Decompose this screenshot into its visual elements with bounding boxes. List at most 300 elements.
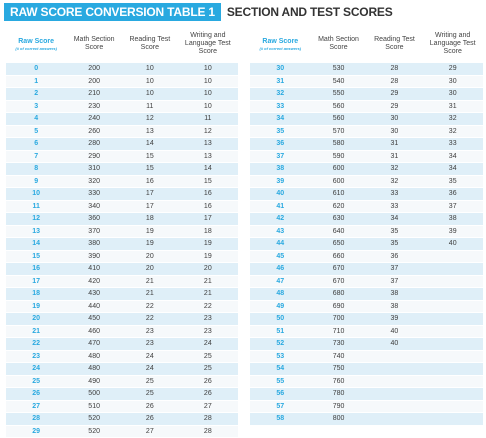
writing-score-cell: 26 bbox=[178, 375, 238, 388]
table-row bbox=[6, 313, 238, 326]
raw-score-cell: 19 bbox=[6, 300, 66, 313]
raw-score-cell: 12 bbox=[6, 213, 66, 226]
math-score-cell: 710 bbox=[311, 325, 367, 338]
table-row bbox=[250, 75, 483, 88]
writing-score-cell: 34 bbox=[422, 163, 483, 176]
reading-score-cell: 29 bbox=[366, 100, 422, 113]
math-score-cell: 730 bbox=[311, 338, 367, 351]
raw-score-header: Raw Score (# of correct answers) bbox=[250, 25, 311, 63]
reading-score-cell: 20 bbox=[122, 250, 178, 263]
writing-score-cell: 34 bbox=[422, 150, 483, 163]
raw-score-cell: 20 bbox=[6, 313, 66, 326]
raw-score-cell: 39 bbox=[250, 175, 311, 188]
raw-score-cell: 41 bbox=[250, 200, 311, 213]
reading-score-cell bbox=[366, 350, 422, 363]
raw-score-cell: 36 bbox=[250, 138, 311, 151]
table-row bbox=[250, 138, 483, 151]
writing-score-cell: 16 bbox=[178, 200, 238, 213]
raw-score-cell: 0 bbox=[6, 63, 66, 75]
math-score-cell: 290 bbox=[66, 150, 122, 163]
math-score-cell: 750 bbox=[311, 363, 367, 376]
table-row bbox=[6, 325, 238, 338]
reading-score-cell: 30 bbox=[366, 125, 422, 138]
writing-score-cell: 32 bbox=[422, 125, 483, 138]
table-row bbox=[6, 88, 238, 101]
writing-score-cell bbox=[422, 300, 483, 313]
writing-score-cell: 26 bbox=[178, 388, 238, 401]
writing-score-cell: 16 bbox=[178, 188, 238, 201]
raw-score-cell: 8 bbox=[6, 163, 66, 176]
raw-score-cell: 57 bbox=[250, 400, 311, 413]
raw-score-cell: 46 bbox=[250, 263, 311, 276]
raw-score-cell: 34 bbox=[250, 113, 311, 126]
reading-score-cell: 24 bbox=[122, 350, 178, 363]
reading-score-cell: 34 bbox=[366, 213, 422, 226]
math-score-cell: 570 bbox=[311, 125, 367, 138]
raw-score-cell: 43 bbox=[250, 225, 311, 238]
reading-score-cell: 27 bbox=[122, 425, 178, 438]
table-row bbox=[250, 150, 483, 163]
writing-score-cell: 35 bbox=[422, 175, 483, 188]
reading-score-cell: 11 bbox=[122, 100, 178, 113]
raw-score-cell: 33 bbox=[250, 100, 311, 113]
raw-score-cell: 49 bbox=[250, 300, 311, 313]
raw-score-cell: 1 bbox=[6, 75, 66, 88]
writing-score-cell: 39 bbox=[422, 225, 483, 238]
math-score-cell: 390 bbox=[66, 250, 122, 263]
writing-score-cell: 15 bbox=[178, 175, 238, 188]
raw-score-cell: 22 bbox=[6, 338, 66, 351]
math-score-cell: 200 bbox=[66, 75, 122, 88]
raw-score-cell: 44 bbox=[250, 238, 311, 251]
reading-score-cell: 12 bbox=[122, 113, 178, 126]
table-row bbox=[250, 300, 483, 313]
writing-score-cell: 19 bbox=[178, 238, 238, 251]
math-score-cell: 510 bbox=[66, 400, 122, 413]
reading-score-cell: 38 bbox=[366, 300, 422, 313]
conversion-table-right bbox=[250, 25, 483, 426]
reading-score-cell: 15 bbox=[122, 163, 178, 176]
table-row bbox=[6, 425, 238, 438]
raw-score-cell: 54 bbox=[250, 363, 311, 376]
raw-score-cell: 4 bbox=[6, 113, 66, 126]
raw-score-note: (# of correct answers) bbox=[259, 45, 302, 51]
writing-score-cell: 10 bbox=[178, 63, 238, 75]
writing-score-cell: 36 bbox=[422, 188, 483, 201]
writing-score-cell: 13 bbox=[178, 138, 238, 151]
raw-score-cell: 11 bbox=[6, 200, 66, 213]
table-row bbox=[6, 163, 238, 176]
reading-score-cell: 28 bbox=[366, 63, 422, 75]
table-row bbox=[6, 75, 238, 88]
conversion-table-left bbox=[6, 25, 238, 438]
table-row bbox=[250, 288, 483, 301]
reading-score-cell: 36 bbox=[366, 250, 422, 263]
math-score-cell: 610 bbox=[311, 188, 367, 201]
raw-score-cell: 26 bbox=[6, 388, 66, 401]
math-score-cell: 670 bbox=[311, 275, 367, 288]
math-score-cell: 650 bbox=[311, 238, 367, 251]
writing-score-cell bbox=[422, 338, 483, 351]
table-row bbox=[6, 150, 238, 163]
reading-score-cell: 13 bbox=[122, 125, 178, 138]
writing-score-cell: 21 bbox=[178, 288, 238, 301]
table-row bbox=[250, 250, 483, 263]
math-score-cell: 480 bbox=[66, 350, 122, 363]
writing-score-cell: 23 bbox=[178, 325, 238, 338]
reading-score-header: Reading Test Score bbox=[129, 36, 171, 51]
table-row bbox=[250, 388, 483, 401]
reading-score-cell: 32 bbox=[366, 175, 422, 188]
reading-score-cell: 15 bbox=[122, 150, 178, 163]
table-row bbox=[250, 325, 483, 338]
writing-score-cell bbox=[422, 313, 483, 326]
table-row bbox=[250, 338, 483, 351]
reading-score-cell: 30 bbox=[366, 113, 422, 126]
reading-score-cell bbox=[366, 375, 422, 388]
raw-score-cell: 14 bbox=[6, 238, 66, 251]
math-score-cell: 440 bbox=[66, 300, 122, 313]
math-score-cell: 580 bbox=[311, 138, 367, 151]
math-score-cell: 380 bbox=[66, 238, 122, 251]
raw-score-cell: 31 bbox=[250, 75, 311, 88]
math-score-cell: 800 bbox=[311, 413, 367, 426]
raw-score-cell: 48 bbox=[250, 288, 311, 301]
raw-score-cell: 53 bbox=[250, 350, 311, 363]
writing-score-header: Writing and Language Test Score bbox=[184, 32, 231, 55]
table-row bbox=[6, 63, 238, 75]
raw-score-cell: 45 bbox=[250, 250, 311, 263]
reading-score-cell: 31 bbox=[366, 150, 422, 163]
reading-score-cell: 17 bbox=[122, 188, 178, 201]
table-row bbox=[250, 350, 483, 363]
math-score-cell: 690 bbox=[311, 300, 367, 313]
raw-score-cell: 28 bbox=[6, 413, 66, 426]
reading-score-cell: 26 bbox=[122, 413, 178, 426]
table-row bbox=[6, 375, 238, 388]
writing-score-cell: 33 bbox=[422, 138, 483, 151]
math-score-header: Math Section Score bbox=[318, 36, 359, 51]
table-row bbox=[6, 363, 238, 376]
reading-score-cell: 29 bbox=[366, 88, 422, 101]
raw-score-cell: 29 bbox=[6, 425, 66, 438]
table-row bbox=[250, 113, 483, 126]
table-row bbox=[250, 200, 483, 213]
math-score-cell: 470 bbox=[66, 338, 122, 351]
writing-score-cell: 27 bbox=[178, 400, 238, 413]
table-row bbox=[6, 338, 238, 351]
reading-score-cell: 33 bbox=[366, 188, 422, 201]
reading-score-cell: 40 bbox=[366, 338, 422, 351]
writing-score-cell bbox=[422, 350, 483, 363]
math-score-cell: 600 bbox=[311, 163, 367, 176]
math-score-cell: 620 bbox=[311, 200, 367, 213]
reading-score-cell: 39 bbox=[366, 313, 422, 326]
reading-score-cell: 35 bbox=[366, 225, 422, 238]
reading-score-cell bbox=[366, 400, 422, 413]
table-row bbox=[6, 300, 238, 313]
reading-score-cell: 19 bbox=[122, 225, 178, 238]
raw-score-cell: 25 bbox=[6, 375, 66, 388]
table-body-left bbox=[6, 63, 238, 438]
writing-score-cell: 19 bbox=[178, 250, 238, 263]
raw-score-note: (# of correct answers) bbox=[15, 45, 57, 51]
raw-score-cell: 18 bbox=[6, 288, 66, 301]
writing-score-cell: 20 bbox=[178, 263, 238, 276]
math-score-cell: 430 bbox=[66, 288, 122, 301]
math-score-cell: 560 bbox=[311, 100, 367, 113]
raw-score-cell: 5 bbox=[6, 125, 66, 138]
writing-score-cell: 10 bbox=[178, 88, 238, 101]
reading-score-cell bbox=[366, 388, 422, 401]
reading-score-cell: 25 bbox=[122, 375, 178, 388]
table-row bbox=[6, 238, 238, 251]
math-score-cell: 520 bbox=[66, 413, 122, 426]
writing-score-cell bbox=[422, 288, 483, 301]
table-row bbox=[250, 375, 483, 388]
math-score-cell: 330 bbox=[66, 188, 122, 201]
raw-score-cell: 24 bbox=[6, 363, 66, 376]
writing-score-cell: 40 bbox=[422, 238, 483, 251]
table-row bbox=[6, 350, 238, 363]
reading-score-cell: 10 bbox=[122, 75, 178, 88]
writing-score-cell bbox=[422, 400, 483, 413]
math-score-cell: 420 bbox=[66, 275, 122, 288]
reading-score-cell bbox=[366, 363, 422, 376]
math-score-cell: 630 bbox=[311, 213, 367, 226]
reading-score-cell: 21 bbox=[122, 288, 178, 301]
writing-score-cell: 14 bbox=[178, 163, 238, 176]
table-row bbox=[6, 200, 238, 213]
table-row bbox=[250, 163, 483, 176]
math-score-cell: 590 bbox=[311, 150, 367, 163]
writing-score-cell bbox=[422, 263, 483, 276]
math-score-cell: 490 bbox=[66, 375, 122, 388]
table-row bbox=[250, 88, 483, 101]
raw-score-cell: 50 bbox=[250, 313, 311, 326]
writing-score-cell: 37 bbox=[422, 200, 483, 213]
reading-score-cell: 28 bbox=[366, 75, 422, 88]
math-score-cell: 260 bbox=[66, 125, 122, 138]
math-score-cell: 500 bbox=[66, 388, 122, 401]
writing-score-cell: 22 bbox=[178, 300, 238, 313]
raw-score-cell: 6 bbox=[6, 138, 66, 151]
writing-score-cell: 24 bbox=[178, 338, 238, 351]
math-score-cell: 680 bbox=[311, 288, 367, 301]
writing-score-header: Writing and Language Test Score bbox=[429, 32, 476, 55]
math-score-cell: 640 bbox=[311, 225, 367, 238]
table-body-right bbox=[250, 63, 483, 425]
writing-score-cell: 17 bbox=[178, 213, 238, 226]
reading-score-cell: 16 bbox=[122, 175, 178, 188]
raw-score-cell: 13 bbox=[6, 225, 66, 238]
math-score-cell: 760 bbox=[311, 375, 367, 388]
table-row bbox=[250, 313, 483, 326]
table-row bbox=[6, 225, 238, 238]
raw-score-cell: 42 bbox=[250, 213, 311, 226]
math-score-cell: 670 bbox=[311, 263, 367, 276]
raw-score-cell: 30 bbox=[250, 63, 311, 75]
raw-score-cell: 38 bbox=[250, 163, 311, 176]
math-score-cell: 230 bbox=[66, 100, 122, 113]
math-score-cell: 660 bbox=[311, 250, 367, 263]
reading-score-cell: 10 bbox=[122, 63, 178, 75]
raw-score-cell: 56 bbox=[250, 388, 311, 401]
math-score-cell: 790 bbox=[311, 400, 367, 413]
table-row bbox=[6, 263, 238, 276]
table-row bbox=[6, 250, 238, 263]
writing-score-cell: 38 bbox=[422, 213, 483, 226]
raw-score-cell: 55 bbox=[250, 375, 311, 388]
writing-score-cell: 30 bbox=[422, 88, 483, 101]
math-score-cell: 370 bbox=[66, 225, 122, 238]
table-row bbox=[6, 388, 238, 401]
reading-score-cell: 18 bbox=[122, 213, 178, 226]
reading-score-cell: 23 bbox=[122, 338, 178, 351]
math-score-cell: 200 bbox=[66, 63, 122, 75]
reading-score-cell: 38 bbox=[366, 288, 422, 301]
writing-score-cell: 28 bbox=[178, 413, 238, 426]
writing-score-cell: 13 bbox=[178, 150, 238, 163]
table-title: RAW SCORE CONVERSION TABLE 1 bbox=[4, 3, 221, 21]
math-score-cell: 530 bbox=[311, 63, 367, 75]
reading-score-cell: 37 bbox=[366, 275, 422, 288]
writing-score-cell: 25 bbox=[178, 363, 238, 376]
math-score-cell: 480 bbox=[66, 363, 122, 376]
math-score-cell: 320 bbox=[66, 175, 122, 188]
writing-score-cell bbox=[422, 375, 483, 388]
reading-score-cell: 32 bbox=[366, 163, 422, 176]
raw-score-cell: 27 bbox=[6, 400, 66, 413]
raw-score-cell: 23 bbox=[6, 350, 66, 363]
reading-score-cell: 10 bbox=[122, 88, 178, 101]
raw-score-cell: 58 bbox=[250, 413, 311, 426]
math-score-cell: 210 bbox=[66, 88, 122, 101]
math-score-cell: 540 bbox=[311, 75, 367, 88]
math-score-header: Math Section Score bbox=[73, 36, 115, 51]
table-row bbox=[250, 188, 483, 201]
math-score-cell: 700 bbox=[311, 313, 367, 326]
writing-score-cell: 23 bbox=[178, 313, 238, 326]
writing-score-cell bbox=[422, 388, 483, 401]
math-score-cell: 600 bbox=[311, 175, 367, 188]
raw-score-cell: 16 bbox=[6, 263, 66, 276]
math-score-cell: 780 bbox=[311, 388, 367, 401]
writing-score-cell: 12 bbox=[178, 125, 238, 138]
title-row bbox=[4, 3, 393, 21]
reading-score-cell: 25 bbox=[122, 388, 178, 401]
table-header-row bbox=[250, 25, 483, 63]
reading-score-cell: 21 bbox=[122, 275, 178, 288]
table-row bbox=[250, 400, 483, 413]
math-score-cell: 550 bbox=[311, 88, 367, 101]
reading-score-cell: 35 bbox=[366, 238, 422, 251]
math-score-cell: 240 bbox=[66, 113, 122, 126]
raw-score-cell: 37 bbox=[250, 150, 311, 163]
reading-score-cell: 37 bbox=[366, 263, 422, 276]
writing-score-cell: 30 bbox=[422, 75, 483, 88]
reading-score-cell: 24 bbox=[122, 363, 178, 376]
table-row bbox=[250, 100, 483, 113]
table-row bbox=[250, 225, 483, 238]
writing-score-cell: 31 bbox=[422, 100, 483, 113]
table-row bbox=[250, 238, 483, 251]
math-score-cell: 280 bbox=[66, 138, 122, 151]
reading-score-cell: 14 bbox=[122, 138, 178, 151]
writing-score-cell: 28 bbox=[178, 425, 238, 438]
table-subtitle: SECTION AND TEST SCORES bbox=[226, 5, 393, 19]
raw-score-cell: 52 bbox=[250, 338, 311, 351]
math-score-cell: 410 bbox=[66, 263, 122, 276]
reading-score-cell: 22 bbox=[122, 300, 178, 313]
table-row bbox=[6, 188, 238, 201]
math-score-cell: 360 bbox=[66, 213, 122, 226]
math-score-cell: 460 bbox=[66, 325, 122, 338]
table-row bbox=[250, 363, 483, 376]
math-score-cell: 310 bbox=[66, 163, 122, 176]
table-row bbox=[250, 125, 483, 138]
raw-score-cell: 3 bbox=[6, 100, 66, 113]
raw-score-cell: 21 bbox=[6, 325, 66, 338]
table-row bbox=[6, 275, 238, 288]
table-row bbox=[6, 138, 238, 151]
math-score-cell: 740 bbox=[311, 350, 367, 363]
table-row bbox=[250, 63, 483, 75]
table-row bbox=[250, 213, 483, 226]
math-score-cell: 520 bbox=[66, 425, 122, 438]
raw-score-cell: 10 bbox=[6, 188, 66, 201]
table-row bbox=[6, 213, 238, 226]
reading-score-cell: 22 bbox=[122, 313, 178, 326]
table-row bbox=[6, 113, 238, 126]
writing-score-cell: 32 bbox=[422, 113, 483, 126]
raw-score-cell: 32 bbox=[250, 88, 311, 101]
math-score-cell: 450 bbox=[66, 313, 122, 326]
writing-score-cell: 29 bbox=[422, 63, 483, 75]
raw-score-cell: 2 bbox=[6, 88, 66, 101]
raw-score-cell: 40 bbox=[250, 188, 311, 201]
reading-score-cell: 40 bbox=[366, 325, 422, 338]
writing-score-cell bbox=[422, 325, 483, 338]
reading-score-cell: 20 bbox=[122, 263, 178, 276]
raw-score-cell: 17 bbox=[6, 275, 66, 288]
math-score-cell: 560 bbox=[311, 113, 367, 126]
writing-score-cell: 21 bbox=[178, 275, 238, 288]
writing-score-cell: 10 bbox=[178, 75, 238, 88]
math-score-cell: 340 bbox=[66, 200, 122, 213]
raw-score-cell: 7 bbox=[6, 150, 66, 163]
raw-score-cell: 15 bbox=[6, 250, 66, 263]
raw-score-cell: 51 bbox=[250, 325, 311, 338]
table-row bbox=[6, 288, 238, 301]
reading-score-cell: 33 bbox=[366, 200, 422, 213]
raw-score-cell: 9 bbox=[6, 175, 66, 188]
writing-score-cell bbox=[422, 275, 483, 288]
writing-score-cell: 11 bbox=[178, 113, 238, 126]
reading-score-cell: 31 bbox=[366, 138, 422, 151]
raw-score-cell: 35 bbox=[250, 125, 311, 138]
reading-score-header: Reading Test Score bbox=[374, 36, 415, 51]
table-row bbox=[250, 175, 483, 188]
table-row bbox=[6, 400, 238, 413]
table-row bbox=[250, 275, 483, 288]
raw-score-cell: 47 bbox=[250, 275, 311, 288]
reading-score-cell: 17 bbox=[122, 200, 178, 213]
writing-score-cell: 10 bbox=[178, 100, 238, 113]
table-row bbox=[6, 175, 238, 188]
writing-score-cell bbox=[422, 250, 483, 263]
table-row bbox=[6, 125, 238, 138]
